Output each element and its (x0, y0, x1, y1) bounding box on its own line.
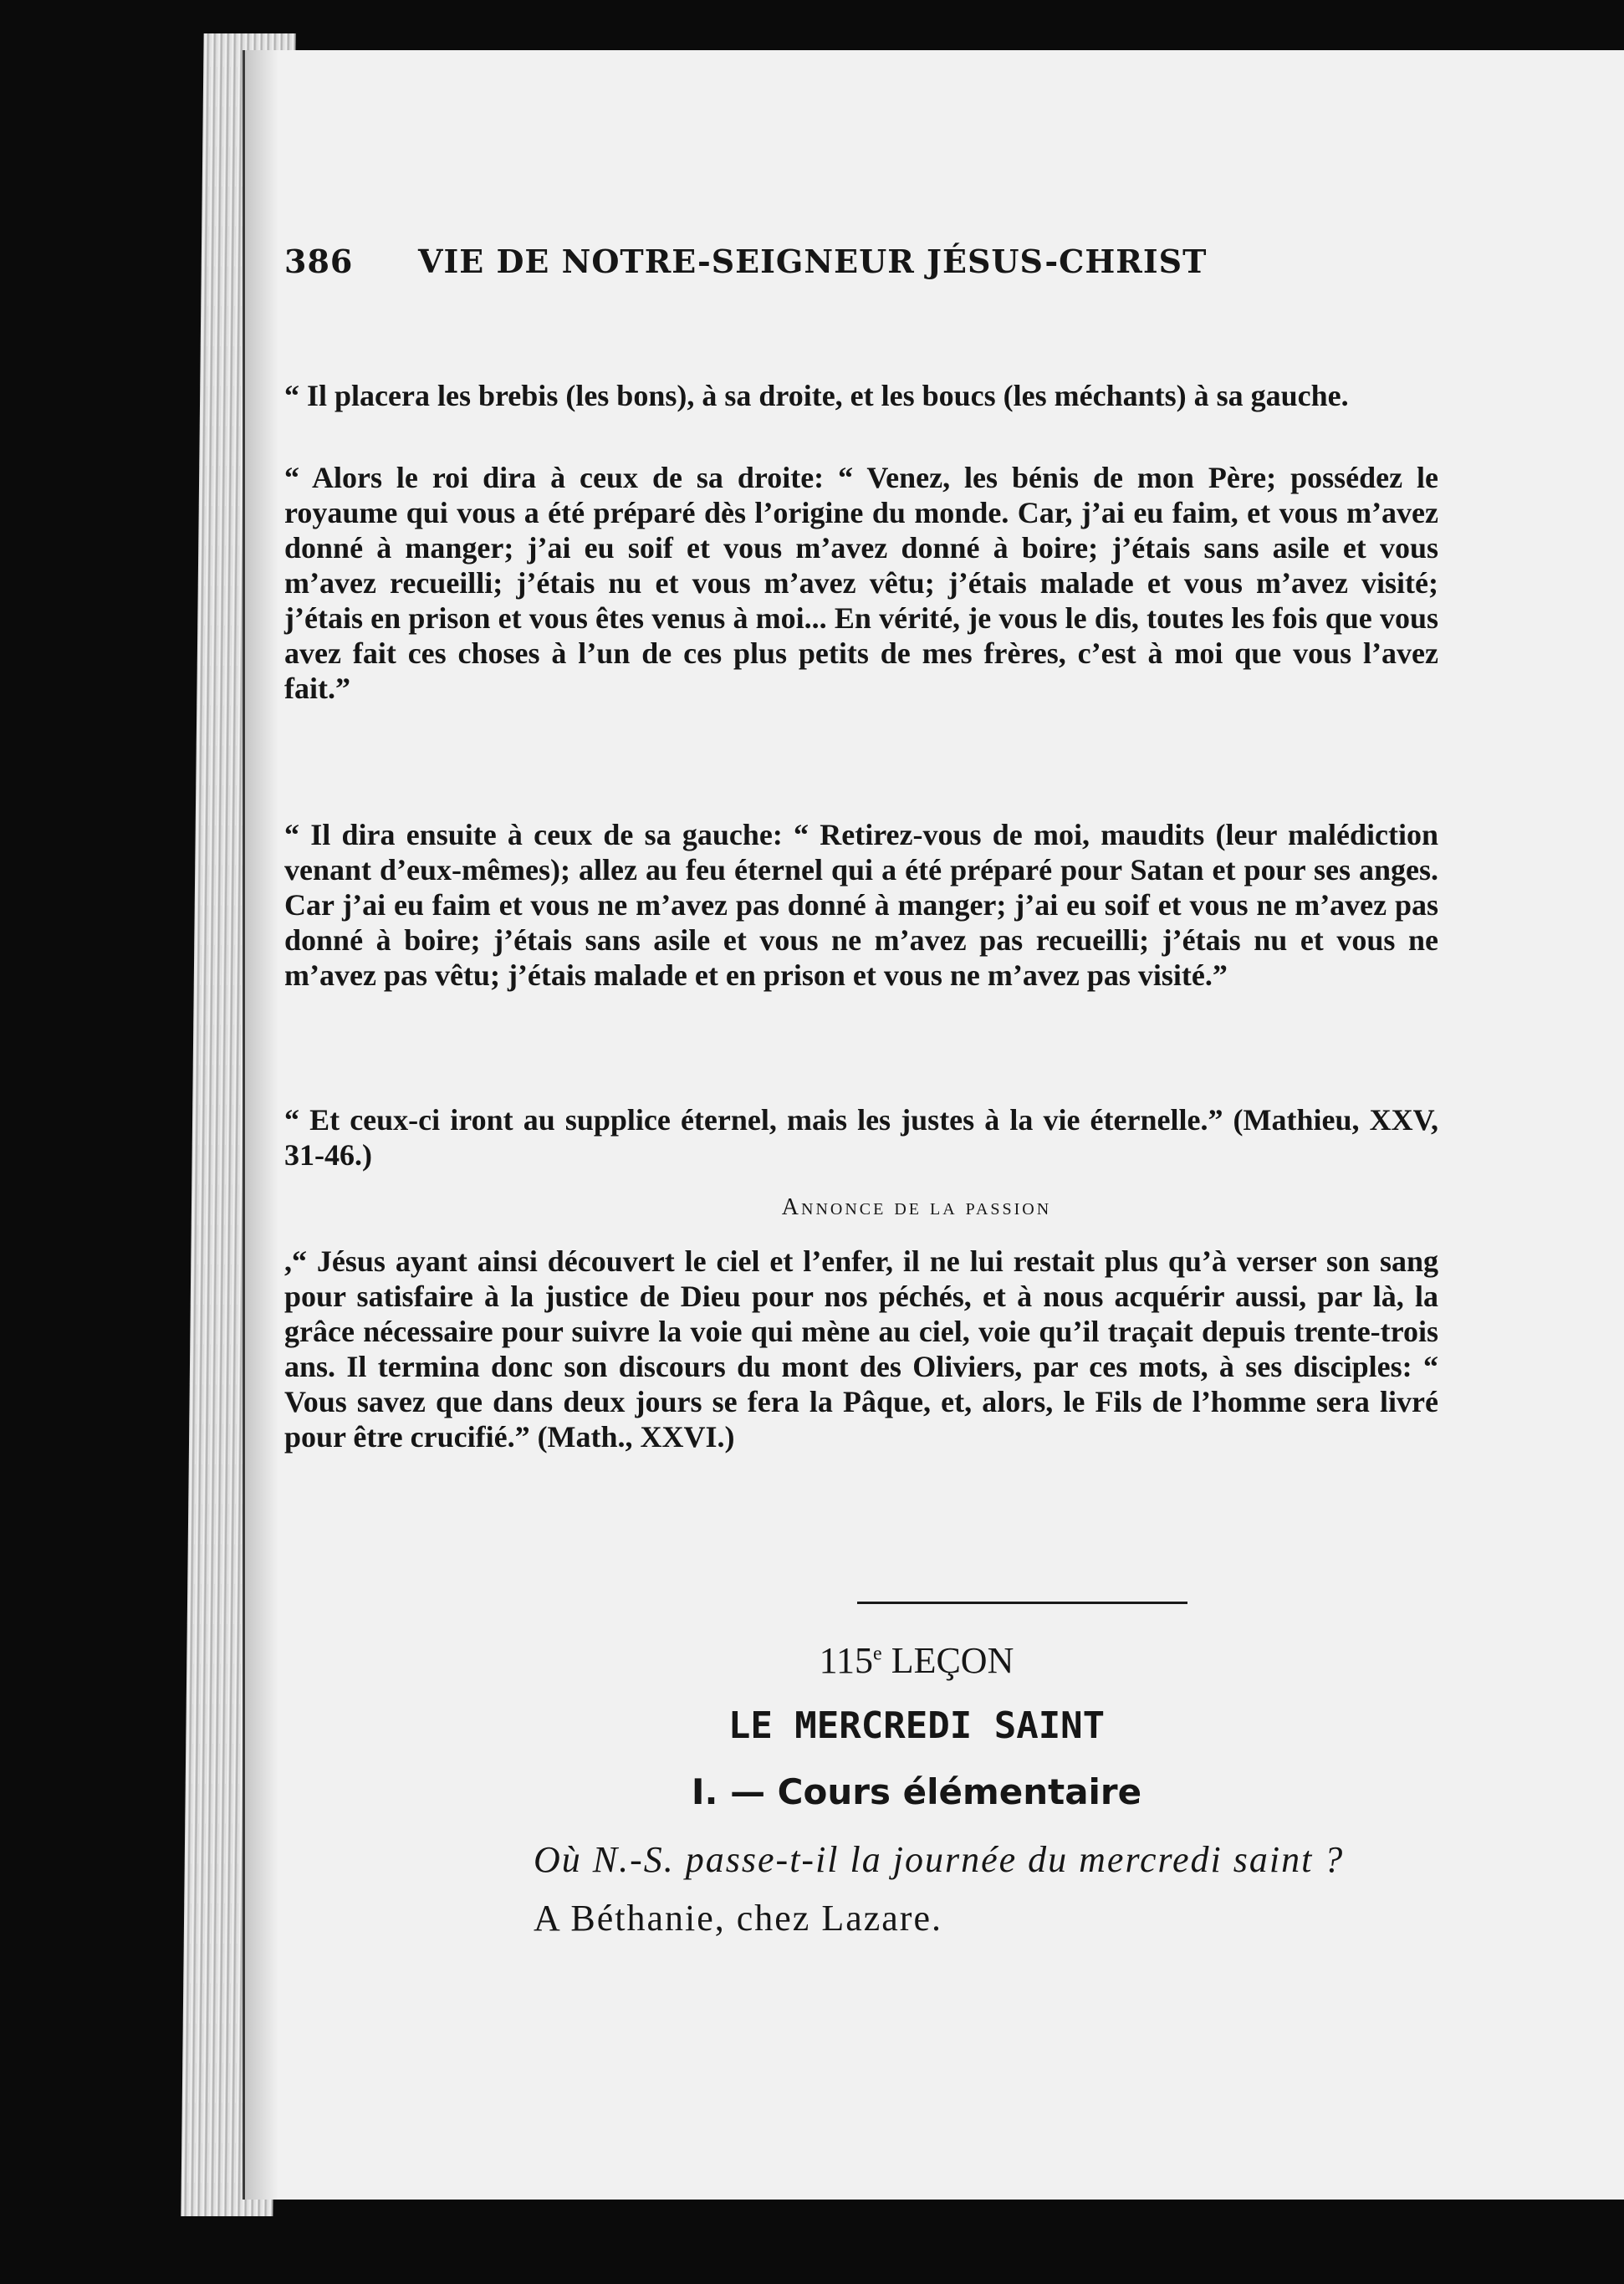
section-subheading (0, 1194, 1624, 1221)
page-number: 386 (284, 243, 354, 280)
paragraph-blessed: “ Alors le roi dira à ceux de sa droite: “ Venez, les bénis de mon Père; possédez le royaume qui vous a été préparé dès l’origine du monde. Car, j’ai eu faim, et vous m’avez donné à manger; j’ai eu soif et vous m’avez donné à boire; j’étais sans asile et vous m’avez recueilli; j’étais nu et vous m’avez vêtu; j’étais malade et vous m’avez visité; j’étais en prison et vous êtes venus à moi... En vérité, je vous le dis, toutes les fois que vous avez fait ces choses à l’un de ces plus petits de mes frères, c’est à moi que vous l’avez fait.” (284, 461, 1438, 705)
catechism-answer: A Béthanie, chez Lazare. (534, 1898, 942, 1939)
catechism-question: Où N.-S. passe-t-il la journée du mercredi saint ? (534, 1839, 1345, 1880)
divider-rule (857, 1602, 1187, 1604)
subheading-text: Annonce de la passion (781, 1194, 1052, 1220)
paragraph-passion: ,“ Jésus ayant ainsi découvert le ciel et l’enfer, il ne lui restait plus qu’à verser son sang pour satisfaire à la justice de Dieu pour nos péchés, et à nous acquérir aussi, par là, la grâce nécessaire pour suivre la voie qui mène au ciel, voie qu’il traçait depuis trente-trois ans. Il termina donc son discours du mont des Oliviers, par ces mots, à ses disciples: “ Vous savez que dans deux jours se fera la Pâque, et, alors, le Fils de l’homme sera livré pour être crucifié.” (Math., XXVI.) (284, 1244, 1438, 1454)
lesson-number-suffix: e (873, 1643, 882, 1665)
lesson-title: LE MERCREDI SAINT (728, 1704, 1106, 1747)
lesson-word: LEÇON (891, 1640, 1014, 1681)
paragraph-sheep-goats: “ Il placera les brebis (les bons), à sa droite, et les boucs (les méchants) à sa gauche. (284, 379, 1349, 412)
course-level: I. — Cours élémentaire (691, 1771, 1142, 1812)
running-title: VIE DE NOTRE-SEIGNEUR JÉSUS-CHRIST (418, 243, 1208, 280)
lesson-number: 115 (819, 1640, 874, 1681)
lesson-heading (0, 1639, 1624, 1682)
paragraph-eternal: “ Et ceux-ci iront au supplice éternel, mais les justes à la vie éternelle.” (Mathieu, XXV, 31-46.) (284, 1103, 1438, 1172)
gutter-shadow (245, 50, 278, 2200)
paragraph-cursed: “ Il dira ensuite à ceux de sa gauche: “ Retirez-vous de moi, maudits (leur malédiction venant d’eux-mêmes); allez au feu éternel qui a été préparé pour Satan et pour ses anges. Car j’ai eu faim et vous ne m’avez pas donné à manger; j’ai eu soif et vous ne m’avez pas donné à boire; j’étais sans asile et vous ne m’avez pas recueilli; j’étais nu et vous ne m’avez pas vêtu; j’étais malade et en prison et vous ne m’avez pas visité.” (284, 818, 1438, 992)
